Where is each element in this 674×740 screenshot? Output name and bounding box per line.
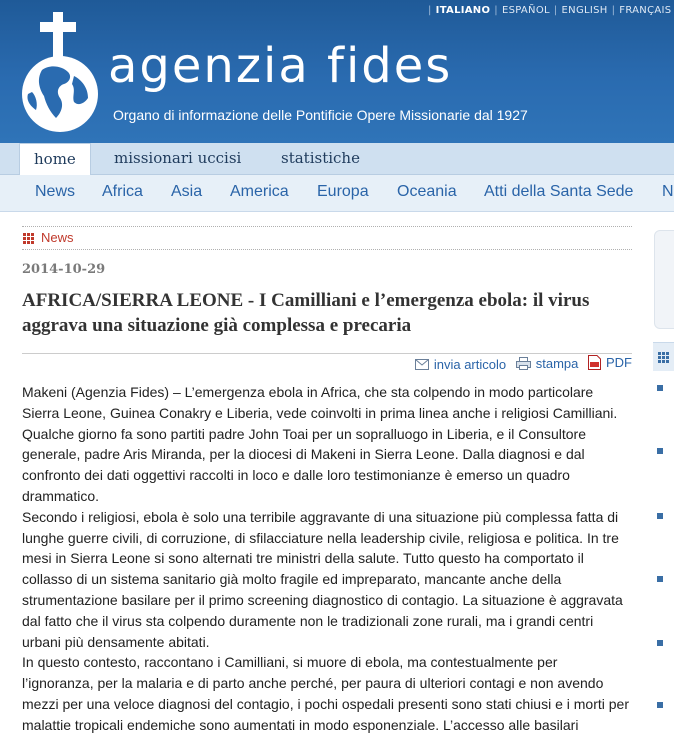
article-body: [22, 382, 632, 736]
main-tabs: [0, 143, 674, 175]
send-article-button[interactable]: [415, 357, 506, 372]
nav-asia[interactable]: Asia: [171, 183, 203, 200]
nav-europa[interactable]: Europa: [317, 183, 369, 200]
sidebar-header: [653, 342, 674, 371]
nav-oceania[interactable]: Oceania: [397, 183, 457, 200]
nav-news[interactable]: News: [35, 183, 76, 200]
sidebar-bullet-icon: [657, 448, 663, 454]
section-label[interactable]: News: [41, 230, 74, 245]
sidebar-bullet-icon: [657, 513, 663, 519]
lang-separator: |: [611, 5, 616, 16]
nav-next-truncated[interactable]: N: [662, 183, 674, 200]
tab-statistiche[interactable]: statistiche: [281, 149, 360, 167]
grid-icon: [23, 233, 34, 244]
lang-english[interactable]: ENGLISH: [561, 5, 608, 16]
sidebar-bullet-icon: [657, 702, 663, 708]
divider: [22, 353, 632, 354]
article-paragraph: Makeni (Agenzia Fides) – L’emergenza ebola in Africa, che sta colpendo in modo particolare Sierra Leone, Guinea Conakry e Liberia, vede coinvolti in prima linea anche i religiosi Camilliani. Qualche giorno fa sono partiti padre John Toai per un sopralluogo in Liberia, e il Consultore generale, padre Aris Miranda, per la diocesi di Makeni in Sierra Leone. Dalla diagnosi e dal confronto dei dati oggettivi raccolti in loco e dalle loro testimonianze è emerso un quadro drammatico.: [22, 384, 618, 504]
section-nav: [0, 175, 674, 212]
sidebar-box: [654, 230, 674, 329]
article-tools: [409, 355, 632, 373]
printer-icon: [516, 357, 531, 370]
send-article-label: invia articolo: [433, 357, 507, 372]
pdf-button[interactable]: [588, 355, 632, 370]
site-brand[interactable]: agenzia fides: [108, 38, 453, 94]
language-selector: [424, 5, 671, 16]
lang-separator: |: [428, 5, 432, 16]
lang-italiano[interactable]: ITALIANO: [435, 5, 491, 16]
section-bar: [22, 226, 632, 250]
site-header: [0, 0, 674, 143]
nav-atti-santa-sede[interactable]: Atti della Santa Sede: [484, 183, 634, 200]
lang-espanol[interactable]: ESPAÑOL: [501, 5, 550, 16]
print-label: stampa: [535, 356, 579, 371]
pdf-icon: [588, 355, 601, 370]
nav-america[interactable]: America: [230, 183, 289, 200]
article-paragraph: Secondo i religiosi, ebola è solo una terribile aggravante di una situazione più complessa fatta di lunghe guerre civili, di corruzione, di sfilacciature nella leadership civile, religiosa e politica. In tre mesi in Sierra Leone si sono alternati tre ministri della salute. Tutto questo ha comportato il collasso di un sistema sanitario già molto fragile ed impreparato, mancante anche della strumentazione basilare per il primo screening diagnostico di contagio. La situazione è aggravata dal fatto che il virus sta colpendo duramente non le tradizionali zone rurali, ma i grandi centri urbani più densamente abitati.: [22, 508, 623, 650]
pdf-label: PDF: [606, 355, 632, 370]
grid-icon: [658, 352, 669, 363]
sidebar-bullet-icon: [657, 640, 663, 646]
lang-francais[interactable]: FRANÇAIS: [619, 5, 672, 16]
article-title: AFRICA/SIERRA LEONE - I Camilliani e l’emergenza ebola: il virus aggrava una situazione già complessa e precaria: [22, 290, 590, 336]
lang-separator: |: [494, 5, 498, 16]
print-button[interactable]: [516, 356, 579, 371]
lang-separator: |: [553, 5, 558, 16]
tab-home[interactable]: home: [19, 143, 91, 176]
envelope-icon: [415, 359, 429, 370]
cross-globe-logo-icon[interactable]: [14, 6, 106, 134]
sidebar-bullet-icon: [657, 385, 663, 391]
site-tagline: Organo di informazione delle Pontificie Opere Missionarie dal 1927: [113, 107, 528, 123]
article-date: 2014-10-29: [22, 262, 106, 277]
tab-missionari-uccisi[interactable]: missionari uccisi: [114, 149, 242, 167]
article-paragraph: In questo contesto, raccontano i Camilliani, si muore di ebola, ma contestualmente per l’ignoranza, per la malaria e di parto anche perché, per paura di ulteriori contagi e non avendo mezzi per una veloce diagnosi del contagio, i pochi ospedali presenti sono stati chiusi e i morti per malattie tropicali endemiche sono aumentati in modo esponenziale. L’accesso alle basilari: [22, 654, 630, 733]
nav-africa[interactable]: Africa: [102, 183, 143, 200]
sidebar-bullet-icon: [657, 576, 663, 582]
